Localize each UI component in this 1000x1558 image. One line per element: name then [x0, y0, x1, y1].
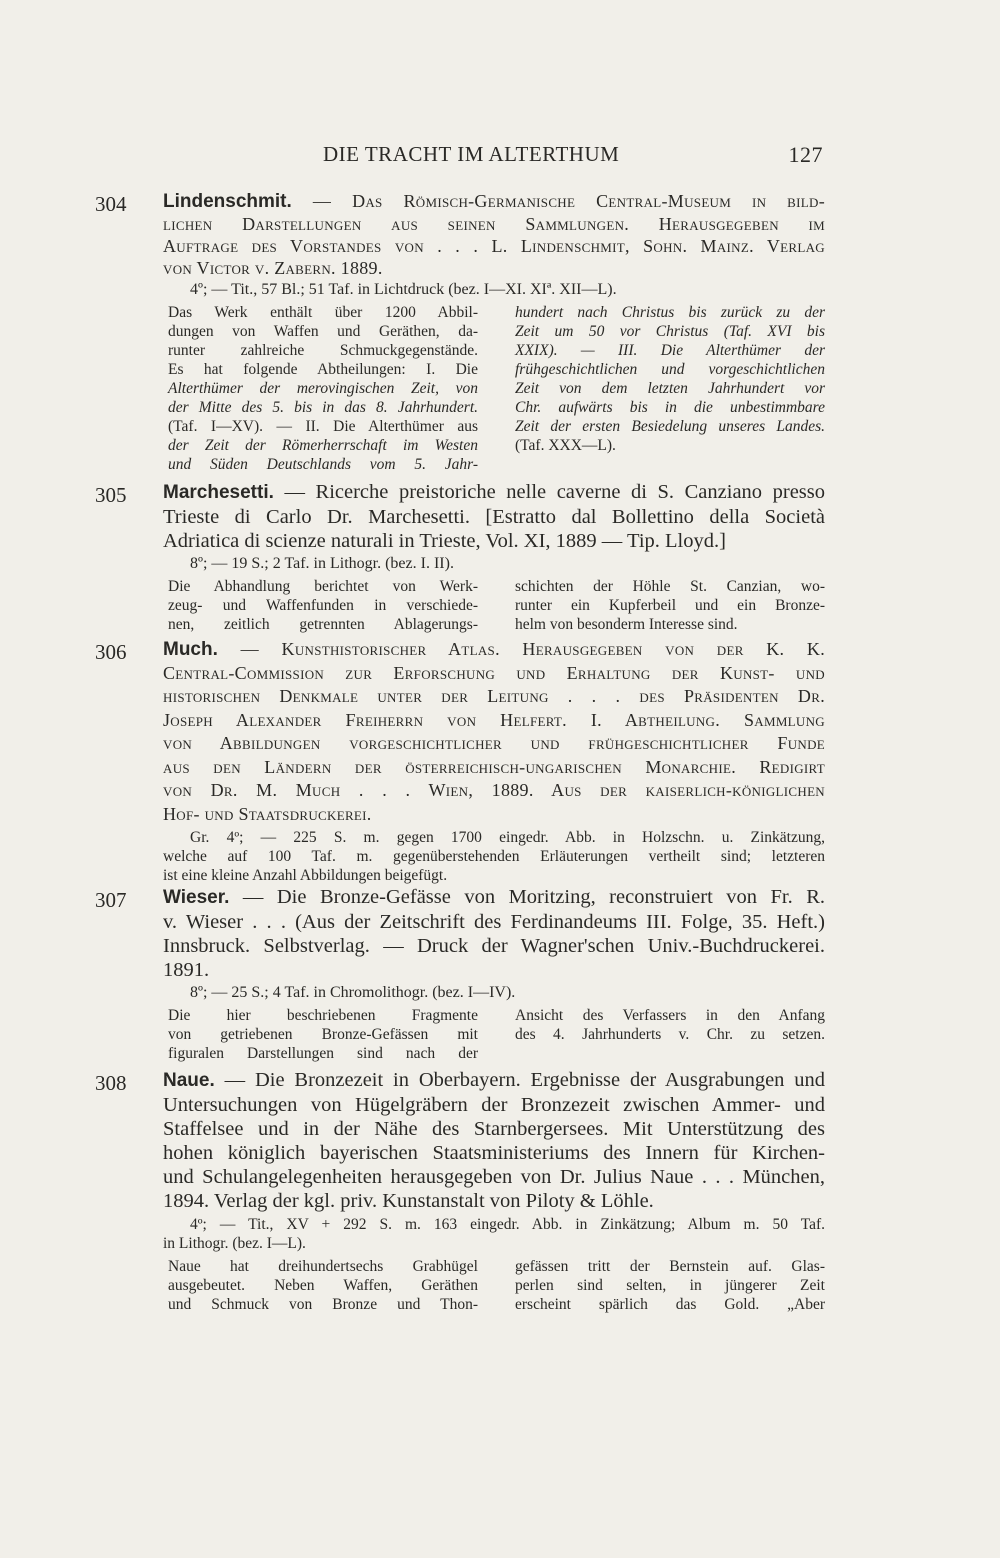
description-line: Chr. aufwärts bis in die unbestimmbare — [515, 399, 825, 416]
entry-title-line: Central-Commission zur Erforschung und Erhaltung der Kunst- und — [163, 662, 825, 683]
entry-title-line: hohen königlich bayerischen Staatsministeriums des Innern für Kirchen- — [163, 1142, 825, 1164]
collation-line: in Lithogr. (bez. I—L). — [163, 1235, 306, 1252]
description-line: Zeit von dem letzten Jahrhundert vor — [515, 380, 825, 397]
entry-author: Lindenschmit. — [163, 191, 292, 212]
description-line: XXIX). — III. Die Alterthümer der — [515, 342, 825, 359]
entry-description — [95, 577, 825, 634]
entry-author: Much. — [163, 639, 218, 660]
entry-collation: 8º; — 25 S.; 4 Taf. in Chromolithogr. (bez. I—IV). — [190, 984, 516, 1001]
description-line: und Schmuck von Bronze und Thon- — [168, 1296, 478, 1313]
entry-title-line: Adriatica di scienze naturali in Trieste, Vol. XI, 1889 — Tip. Lloyd.] — [163, 530, 726, 552]
description-line: Die Abhandlung berichtet von Werk- — [168, 578, 478, 595]
description-line: Das Werk enthält über 1200 Abbil- — [168, 304, 478, 321]
entry-collation: 4º; — Tit., 57 Bl.; 51 Taf. in Lichtdruck (bez. I—XI. XIª. XII—L). — [190, 281, 617, 298]
entry-title-line: und Schulangelegenheiten herausgegeben von Dr. Julius Naue . . . München, — [163, 1166, 825, 1188]
description-line: schichten der Höhle St. Canzian, wo- — [515, 578, 825, 595]
description-right-column — [515, 303, 825, 474]
description-right-column — [515, 1006, 825, 1063]
description-line: Es hat folgende Abtheilungen: I. Die — [168, 361, 478, 378]
description-line: Zeit der ersten Besiedelung unseres Landes. — [515, 418, 825, 435]
description-line: und Süden Deutschlands vom 5. Jahr- — [168, 456, 478, 473]
entry-307 — [95, 885, 825, 1063]
entry-author: Naue. — [163, 1070, 215, 1091]
description-left-column — [168, 303, 478, 474]
entry-number: 307 — [95, 888, 127, 912]
entry-title-line: von Dr. M. Much . . . Wien, 1889. Aus der kaiserlich-königlichen — [163, 780, 825, 800]
entry-title-line: Innsbruck. Selbstverlag. — Druck der Wagner'schen Univ.-Buchdruckerei. — [163, 935, 825, 957]
collation-line: Gr. 4º; — 225 S. m. gegen 1700 eingedr. Abb. in Holzschn. u. Zinkätzung, — [190, 829, 825, 846]
entry-lead — [95, 885, 825, 982]
entry-number: 304 — [95, 192, 127, 216]
entry-number: 306 — [95, 640, 127, 664]
entry-lead — [95, 638, 825, 826]
description-line: erscheint spärlich das Gold. „Aber — [515, 1296, 825, 1313]
entry-304 — [95, 190, 825, 474]
description-line: Zeit um 50 vor Christus (Taf. XVI bis — [515, 323, 825, 340]
description-line: runter zahlreiche Schmuckgegenstände. — [168, 342, 478, 359]
description-line: dungen von Waffen und Geräthen, da- — [168, 323, 478, 340]
entry-title-line: Trieste di Carlo Dr. Marchesetti. [Estratto dal Bollettino della Società — [163, 506, 825, 528]
entry-title-line: von Abbildungen vorgeschichtlicher und frühgeschichtlicher Funde — [163, 733, 825, 753]
entry-author: Marchesetti. — [163, 482, 274, 503]
entry-title-line: 1891. — [163, 959, 210, 981]
description-line: frühgeschichtlichen und vorgeschichtlichen — [515, 361, 825, 378]
entry-description — [95, 1257, 825, 1314]
entry-title-line: lichen Darstellungen aus seinen Sammlungen. Herausgegeben im — [163, 214, 825, 234]
description-line: Die hier beschriebenen Fragmente — [168, 1007, 478, 1024]
entry-title-line: — Die Bronze-Gefässe von Moritzing, reconstruiert von Fr. R. — [242, 886, 826, 908]
entry-title-line: Auftrage des Vorstandes von . . . L. Lindenschmit, Sohn. Mainz. Verlag — [163, 236, 825, 256]
description-line: runter ein Kupferbeil und ein Bronze- — [515, 597, 825, 614]
description-line: perlen sind selten, in jüngerer Zeit — [515, 1277, 825, 1294]
description-line: figuralen Darstellungen sind nach der — [168, 1045, 478, 1062]
collation-line: 4º; — Tit., XV + 292 S. m. 163 eingedr. Abb. in Zinkätzung; Album m. 50 Taf. — [190, 1216, 825, 1233]
description-right-column — [515, 1257, 825, 1314]
description-line: zeug- und Waffenfunden in verschiede- — [168, 597, 478, 614]
description-line: hundert nach Christus bis zurück zu der — [515, 304, 825, 321]
entry-lead — [95, 1068, 825, 1213]
description-line: des 4. Jahrhunderts v. Chr. zu setzen. — [515, 1026, 825, 1043]
entry-title-line: — Das Römisch-Germanische Central-Museum in bild- — [312, 191, 826, 211]
entry-lead — [95, 480, 825, 553]
entry-title-line: — Kunsthistorischer Atlas. Herausgegeben von der K. K. — [240, 639, 825, 659]
description-line: der Mitte des 5. bis in das 8. Jahrhundert. — [168, 399, 478, 416]
description-left-column — [168, 1006, 478, 1063]
entry-title-line: aus den Ländern der österreichisch-ungarischen Monarchie. Redigirt — [163, 756, 825, 777]
running-title: DIE TRACHT IM ALTERTHUM — [323, 142, 620, 166]
description-line: Naue hat dreihundertsechs Grabhügel — [168, 1258, 478, 1275]
entry-title-line: historischen Denkmale unter der Leitung . . . des Präsidenten Dr. — [163, 686, 825, 706]
entry-title-line: — Ricerche preistoriche nelle caverne di S. Canziano presso — [284, 481, 825, 503]
description-line: von getriebenen Bronze-Gefässen mit — [168, 1026, 478, 1043]
description-line: Alterthümer der merovingischen Zeit, von — [168, 380, 478, 397]
entry-description — [95, 303, 825, 474]
description-left-column — [168, 1257, 478, 1314]
entry-title-line: von Victor v. Zabern. 1889. — [163, 258, 383, 278]
description-line: Ansicht des Verfassers in den Anfang — [515, 1007, 825, 1024]
description-left-column — [168, 577, 478, 634]
entry-title-line: 1894. Verlag der kgl. priv. Kunstanstalt von Piloty & Löhle. — [163, 1190, 654, 1212]
entry-title-line: Joseph Alexander Freiherrn von Helfert. I. Abtheilung. Sammlung — [163, 709, 825, 730]
entry-number: 308 — [95, 1071, 127, 1095]
entry-308 — [95, 1068, 825, 1314]
entry-title-line: Staffelsee und in der Nähe des Starnbergersees. Mit Unterstützung des — [163, 1118, 825, 1140]
entry-lead — [95, 190, 825, 279]
collation-line: ist eine kleine Anzahl Abbildungen beigefügt. — [163, 867, 448, 884]
description-right-column — [515, 577, 825, 634]
description-line: nen, zeitlich getrennten Ablagerungs- — [168, 616, 478, 633]
description-line: der Zeit der Römerherrschaft im Westen — [168, 437, 478, 454]
entry-collation — [95, 1215, 825, 1253]
entry-title-line: Hof- und Staatsdruckerei. — [163, 803, 372, 824]
description-line: helm von besonderm Interesse sind. — [515, 616, 738, 633]
collation-line: welche auf 100 Taf. m. gegenüberstehenden Erläuterungen vertheilt sind; letzteren — [163, 848, 825, 865]
entry-collation: 8º; — 19 S.; 2 Taf. in Lithogr. (bez. I. II). — [190, 555, 454, 572]
entry-title-line: v. Wieser . . . (Aus der Zeitschrift des Ferdinandeums III. Folge, 35. Heft.) — [163, 911, 825, 933]
description-line: gefässen tritt der Bernstein auf. Glas- — [515, 1258, 825, 1275]
entry-305 — [95, 480, 825, 634]
entry-description — [95, 1006, 825, 1063]
description-line: (Taf. I—XV). — II. Die Alterthümer aus — [168, 418, 478, 435]
entry-number: 305 — [95, 483, 127, 507]
entry-title-line: — Die Bronzezeit in Oberbayern. Ergebnisse der Ausgrabungen und — [224, 1069, 826, 1091]
entry-author: Wieser. — [163, 887, 230, 908]
entry-306 — [95, 638, 825, 885]
entry-collation — [95, 828, 825, 885]
entry-title-line: Untersuchungen von Hügelgräbern der Bronzezeit zwischen Ammer- und — [163, 1094, 825, 1116]
description-line: ausgebeutet. Neben Waffen, Geräthen — [168, 1277, 478, 1294]
description-line: (Taf. XXX—L). — [515, 437, 616, 454]
page-number: 127 — [788, 142, 823, 167]
